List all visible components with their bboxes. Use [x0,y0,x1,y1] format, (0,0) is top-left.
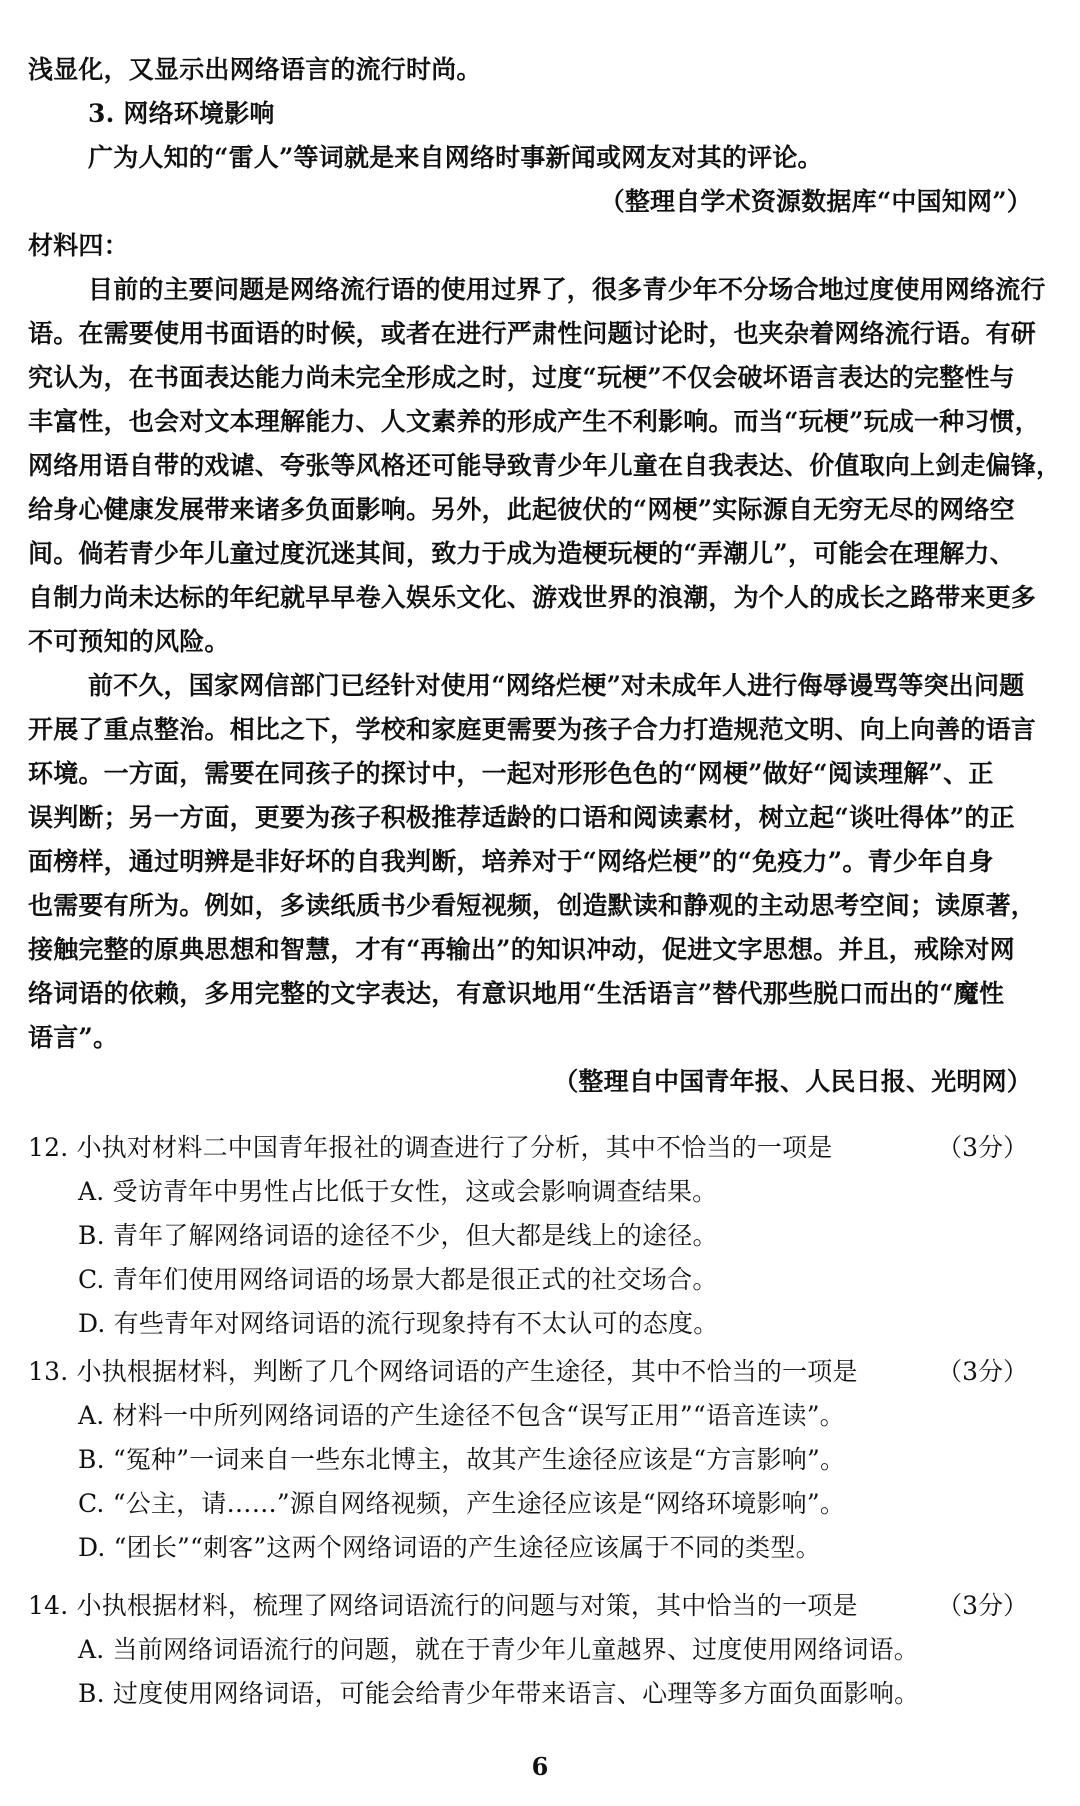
section-heading: 3. 网络环境影响 [88,99,275,128]
text-line: 语言”。 [28,1023,119,1052]
question-14-score: （3分） [937,1591,1028,1620]
text-line: 不可预知的风险。 [28,627,230,656]
source-citation: （整理自学术资源数据库“中国知网”） [599,187,1032,216]
question-14-option-b: B. 过度使用网络词语，可能会给青少年带来语言、心理等多方面负面影响。 [78,1679,920,1708]
text-line: 误判断；另一方面，更要为孩子积极推荐适龄的口语和阅读素材，树立起“谈吐得体”的正 [28,803,1015,832]
question-12-option-a: A. 受访青年中男性占比低于女性，这或会影响调查结果。 [78,1177,718,1206]
text-line: 面榜样，通过明辨是非好坏的自我判断，培养对于“网络烂梗”的“免疫力”。青少年自身 [28,847,994,876]
question-12-stem: 12. 小执对材料二中国青年报社的调查进行了分析，其中不恰当的一项是 [28,1133,833,1162]
text-line: 语。在需要使用书面语的时候，或者在进行严肃性问题讨论时，也夹杂着网络流行语。有研 [28,319,1037,348]
text-line: 丰富性，也会对文本理解能力、人文素养的形成产生不利影响。而当“玩梗”玩成一种习惯， [28,407,1040,436]
source-citation: （整理自中国青年报、人民日报、光明网） [553,1067,1032,1096]
text-line: 接触完整的原典思想和智慧，才有“再输出”的知识冲动，促进文字思想。并且，戒除对网 [28,935,1015,964]
question-14-stem: 14. 小执根据材料，梳理了网络词语流行的问题与对策，其中恰当的一项是 [28,1591,858,1620]
text-line: 究认为，在书面表达能力尚未完全形成之时，过度“玩梗”不仅会破坏语言表达的完整性与 [28,363,1015,392]
text-line: 目前的主要问题是网络流行语的使用过界了，很多青少年不分场合地过度使用网络流行 [88,275,1046,304]
question-13-option-d: D. “团长”“刺客”这两个网络词语的产生途径应该属于不同的类型。 [78,1533,821,1562]
text-line: 自制力尚未达标的年纪就早早卷入娱乐文化、游戏世界的浪潮，为个人的成长之路带来更多 [28,583,1037,612]
text-line: 络词语的依赖，多用完整的文字表达，有意识地用“生活语言”替代那些脱口而出的“魔性 [28,979,1005,1008]
text-line: 也需要有所为。例如，多读纸质书少看短视频，创造默读和静观的主动思考空间；读原著， [28,891,1037,920]
question-12-score: （3分） [937,1133,1028,1162]
text-line: 开展了重点整治。相比之下，学校和家庭更需要为孩子合力打造规范文明、向上向善的语言 [28,715,1037,744]
text-line: 环境。一方面，需要在同孩子的探讨中，一起对形形色色的“网梗”做好“阅读理解”、正 [28,759,994,788]
question-12-option-b: B. 青年了解网络词语的途径不少，但大都是线上的途径。 [78,1221,718,1250]
question-13-score: （3分） [937,1357,1028,1386]
text-line: 前不久，国家网信部门已经针对使用“网络烂梗”对未成年人进行侮辱谩骂等突出问题 [88,671,1025,700]
question-13-option-b: B. “冤种”一词来自一些东北博主，故其产生途径应该是“方言影响”。 [78,1445,846,1474]
text-line: 网络用语自带的戏谑、夸张等风格还可能导致青少年儿童在自我表达、价值取向上剑走偏锋， [28,451,1062,480]
question-13-option-c: C. “公主，请……”源自网络视频，产生途径应该是“网络环境影响”。 [78,1489,846,1518]
question-13-option-a: A. 材料一中所列网络词语的产生途径不包含“误写正用”“语音连读”。 [78,1401,845,1430]
question-12-option-c: C. 青年们使用网络词语的场景大都是很正式的社交场合。 [78,1265,718,1294]
text-line: 浅显化，又显示出网络语言的流行时尚。 [28,55,482,84]
text-line: 给身心健康发展带来诸多负面影响。另外，此起彼伏的“网梗”实际源自无穷无尽的网络空 [28,495,1015,524]
material-heading: 材料四： [28,231,129,260]
question-13-stem: 13. 小执根据材料，判断了几个网络词语的产生途径，其中不恰当的一项是 [28,1357,858,1386]
text-line: 间。倘若青少年儿童过度沉迷其间，致力于成为造梗玩梗的“弄潮儿”，可能会在理解力、 [28,539,1015,568]
question-14-option-a: A. 当前网络词语流行的问题，就在于青少年儿童越界、过度使用网络词语。 [78,1635,919,1664]
page-number: 6 [531,1752,549,1781]
question-12-option-d: D. 有些青年对网络词语的流行现象持有不太认可的态度。 [78,1309,719,1338]
text-line: 广为人知的“雷人”等词就是来自网络时事新闻或网友对其的评论。 [88,143,823,172]
